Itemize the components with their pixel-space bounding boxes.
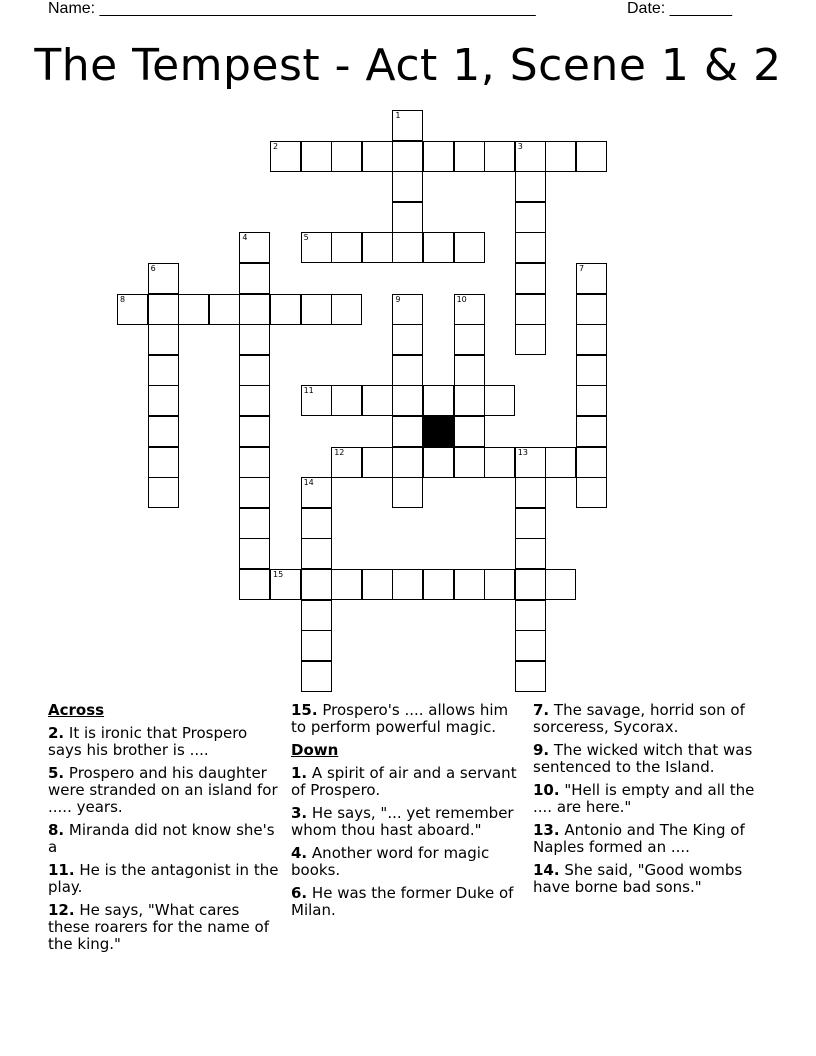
clue-number: 14. bbox=[533, 861, 560, 879]
grid-cell[interactable] bbox=[515, 538, 546, 569]
grid-cell[interactable] bbox=[454, 416, 485, 447]
grid-cell[interactable] bbox=[301, 508, 332, 539]
down-clue-3 bbox=[291, 805, 521, 839]
clue-text: She said, "Good wombs have borne bad sons." bbox=[533, 861, 743, 896]
grid-cell[interactable] bbox=[178, 294, 209, 325]
grid-cell[interactable] bbox=[392, 171, 423, 202]
grid-cell[interactable] bbox=[392, 141, 423, 172]
grid-cell[interactable] bbox=[392, 447, 423, 478]
across-clue-12 bbox=[48, 902, 284, 953]
grid-cell[interactable] bbox=[239, 324, 270, 355]
grid-cell[interactable] bbox=[515, 141, 546, 172]
grid-cell[interactable] bbox=[148, 355, 179, 386]
grid-cell[interactable] bbox=[148, 385, 179, 416]
grid-cell[interactable] bbox=[484, 141, 515, 172]
grid-cell[interactable] bbox=[392, 385, 423, 416]
grid-cell[interactable] bbox=[392, 232, 423, 263]
grid-cell[interactable] bbox=[515, 294, 546, 325]
grid-cell[interactable] bbox=[392, 294, 423, 325]
grid-cell[interactable] bbox=[331, 447, 362, 478]
clue-number: 4. bbox=[291, 844, 308, 862]
grid-cell[interactable] bbox=[239, 538, 270, 569]
grid-cell[interactable] bbox=[362, 232, 393, 263]
down-clue-6 bbox=[291, 885, 521, 919]
grid-cell[interactable] bbox=[484, 385, 515, 416]
clues-column-2 bbox=[291, 702, 521, 925]
grid-cell[interactable] bbox=[148, 477, 179, 508]
grid-cell[interactable] bbox=[301, 661, 332, 692]
grid-cell[interactable] bbox=[515, 447, 546, 478]
grid-cell[interactable] bbox=[270, 294, 301, 325]
clue-text: Antonio and The King of Naples formed an .... bbox=[533, 821, 745, 856]
clue-number: 6. bbox=[291, 884, 308, 902]
cell-number: 12 bbox=[334, 447, 345, 457]
clue-number: 7. bbox=[533, 701, 550, 719]
grid-cell[interactable] bbox=[301, 232, 332, 263]
grid-cell[interactable] bbox=[392, 355, 423, 386]
grid-cell[interactable] bbox=[576, 447, 607, 478]
grid-cell[interactable] bbox=[392, 569, 423, 600]
clue-number: 13. bbox=[533, 821, 560, 839]
clue-text: He says, "What cares these roarers for the name of the king." bbox=[48, 901, 269, 953]
clue-text: The wicked witch that was sentenced to the Island. bbox=[533, 741, 753, 776]
grid-cell[interactable] bbox=[423, 141, 454, 172]
grid-cell[interactable] bbox=[331, 294, 362, 325]
down-clue-13 bbox=[533, 822, 769, 856]
clue-number: 1. bbox=[291, 764, 308, 782]
grid-cell[interactable] bbox=[239, 232, 270, 263]
cell-number: 11 bbox=[303, 386, 314, 396]
clue-number: 10. bbox=[533, 781, 560, 799]
grid-cell[interactable] bbox=[515, 477, 546, 508]
page-title: The Tempest - Act 1, Scene 1 & 2 bbox=[34, 40, 782, 91]
grid-cell[interactable] bbox=[454, 232, 485, 263]
date-line: Date: _______ bbox=[627, 0, 732, 17]
cell-number: 15 bbox=[273, 570, 284, 579]
grid-cell[interactable] bbox=[270, 141, 301, 172]
clue-number: 3. bbox=[291, 804, 308, 822]
grid-cell[interactable] bbox=[148, 263, 179, 294]
clue-text: Prospero and his daughter were stranded on an island for ..... years. bbox=[48, 764, 278, 816]
grid-cell[interactable] bbox=[576, 263, 607, 294]
grid-cell[interactable] bbox=[392, 416, 423, 447]
grid-cell[interactable] bbox=[423, 385, 454, 416]
grid-cell[interactable] bbox=[148, 324, 179, 355]
grid-cell[interactable] bbox=[423, 569, 454, 600]
grid-cell[interactable] bbox=[515, 508, 546, 539]
down-heading: Down bbox=[291, 741, 339, 759]
grid-cell[interactable] bbox=[148, 447, 179, 478]
grid-cell[interactable] bbox=[515, 630, 546, 661]
down-clue-10 bbox=[533, 782, 769, 816]
clue-text: Prospero's .... allows him to perform powerful magic. bbox=[291, 701, 509, 736]
grid-cell[interactable] bbox=[576, 477, 607, 508]
grid-cell[interactable] bbox=[239, 447, 270, 478]
grid-cell[interactable] bbox=[454, 324, 485, 355]
grid-cell[interactable] bbox=[484, 569, 515, 600]
clue-number: 5. bbox=[48, 764, 65, 782]
grid-cell[interactable] bbox=[239, 416, 270, 447]
clue-text: Miranda did not know she's a bbox=[48, 821, 275, 856]
grid-cell[interactable] bbox=[545, 447, 576, 478]
across-clue-15 bbox=[291, 702, 521, 736]
grid-cell[interactable] bbox=[301, 538, 332, 569]
cell-number: 8 bbox=[120, 294, 126, 304]
across-clue-2 bbox=[48, 725, 284, 759]
grid-cell[interactable] bbox=[301, 141, 332, 172]
clue-text: It is ironic that Prospero says his brother is .... bbox=[48, 724, 248, 759]
grid-cell[interactable] bbox=[239, 263, 270, 294]
grid-cell[interactable] bbox=[454, 355, 485, 386]
cell-number: 9 bbox=[395, 294, 401, 304]
grid-cell[interactable] bbox=[515, 661, 546, 692]
down-clue-7 bbox=[533, 702, 769, 736]
down-clue-9 bbox=[533, 742, 769, 776]
grid-cell[interactable] bbox=[515, 263, 546, 294]
grid-cell[interactable] bbox=[148, 416, 179, 447]
grid-cell[interactable] bbox=[392, 110, 423, 141]
grid-cell[interactable] bbox=[362, 385, 393, 416]
grid-cell[interactable] bbox=[301, 385, 332, 416]
clue-number: 11. bbox=[48, 861, 75, 879]
grid-cell[interactable] bbox=[239, 477, 270, 508]
cell-number: 4 bbox=[242, 233, 248, 243]
clue-number: 12. bbox=[48, 901, 75, 919]
grid-cell[interactable] bbox=[362, 447, 393, 478]
cell-number: 14 bbox=[303, 478, 314, 488]
grid-cell[interactable] bbox=[515, 232, 546, 263]
grid-cell[interactable] bbox=[515, 600, 546, 631]
grid-cell[interactable] bbox=[209, 294, 240, 325]
grid-cell[interactable] bbox=[392, 477, 423, 508]
clue-text: The savage, horrid son of sorceress, Sycorax. bbox=[533, 701, 745, 736]
grid-cell[interactable] bbox=[392, 324, 423, 355]
grid-cell[interactable] bbox=[270, 569, 301, 600]
down-clue-4 bbox=[291, 845, 521, 879]
cell-number: 7 bbox=[579, 264, 585, 273]
grid-cell[interactable] bbox=[515, 171, 546, 202]
clue-text: Another word for magic books. bbox=[291, 844, 490, 879]
grid-cell[interactable] bbox=[576, 416, 607, 447]
grid-cell[interactable] bbox=[392, 202, 423, 233]
grid-cell[interactable] bbox=[576, 355, 607, 386]
grid-cell[interactable] bbox=[331, 385, 362, 416]
across-heading: Across bbox=[48, 701, 105, 719]
grid-cell[interactable] bbox=[454, 569, 485, 600]
grid-cell[interactable] bbox=[515, 202, 546, 233]
grid-cell[interactable] bbox=[454, 141, 485, 172]
down-clue-1 bbox=[291, 765, 521, 799]
across-clue-11 bbox=[48, 862, 284, 896]
clues-column-3 bbox=[533, 702, 769, 902]
grid-cell[interactable] bbox=[454, 385, 485, 416]
cell-number: 6 bbox=[150, 264, 156, 273]
grid-cell[interactable] bbox=[331, 569, 362, 600]
grid-cell[interactable] bbox=[301, 600, 332, 631]
name-line: Name: _________________________________________________ bbox=[48, 0, 536, 17]
grid-cell[interactable] bbox=[423, 447, 454, 478]
grid-cell[interactable] bbox=[362, 141, 393, 172]
grid-cell[interactable] bbox=[239, 569, 270, 600]
grid-cell[interactable] bbox=[301, 569, 332, 600]
grid-cell[interactable] bbox=[239, 294, 270, 325]
cell-number: 10 bbox=[456, 294, 467, 304]
grid-cell[interactable] bbox=[576, 294, 607, 325]
grid-cell[interactable] bbox=[148, 294, 179, 325]
grid-cell[interactable] bbox=[576, 141, 607, 172]
grid-cell[interactable] bbox=[515, 569, 546, 600]
grid-cell[interactable] bbox=[301, 294, 332, 325]
grid-cell[interactable] bbox=[545, 569, 576, 600]
clue-text: He was the former Duke of Milan. bbox=[291, 884, 514, 919]
across-clue-5 bbox=[48, 765, 284, 816]
clues-column-1 bbox=[48, 702, 284, 959]
grid-cell[interactable] bbox=[576, 324, 607, 355]
grid-cell[interactable] bbox=[454, 447, 485, 478]
grid-cell[interactable] bbox=[331, 141, 362, 172]
clue-number: 8. bbox=[48, 821, 65, 839]
clue-text: He says, "... yet remember whom thou hast aboard." bbox=[291, 804, 514, 839]
grid-cell[interactable] bbox=[239, 355, 270, 386]
clue-number: 9. bbox=[533, 741, 550, 759]
down-clue-14 bbox=[533, 862, 769, 896]
clue-number: 15. bbox=[291, 701, 318, 719]
grid-cell[interactable] bbox=[545, 141, 576, 172]
grid-cell[interactable] bbox=[301, 630, 332, 661]
grid-cell[interactable] bbox=[117, 294, 148, 325]
cell-number: 13 bbox=[517, 447, 528, 457]
grid-cell[interactable] bbox=[576, 385, 607, 416]
grid-cell[interactable] bbox=[331, 232, 362, 263]
grid-cell[interactable] bbox=[301, 477, 332, 508]
grid-cell[interactable] bbox=[515, 324, 546, 355]
clue-text: "Hell is empty and all the .... are here." bbox=[533, 781, 755, 816]
clue-text: A spirit of air and a servant of Prospero. bbox=[291, 764, 517, 799]
grid-cell[interactable] bbox=[362, 569, 393, 600]
cell-number: 3 bbox=[517, 141, 523, 151]
cell-number: 5 bbox=[303, 233, 309, 243]
across-clue-8 bbox=[48, 822, 284, 856]
clue-text: He is the antagonist in the play. bbox=[48, 861, 279, 896]
cell-number: 2 bbox=[273, 141, 279, 151]
grid-cell[interactable] bbox=[239, 385, 270, 416]
grid-block bbox=[423, 416, 454, 447]
grid-cell[interactable] bbox=[484, 447, 515, 478]
grid-cell[interactable] bbox=[423, 232, 454, 263]
grid-cell[interactable] bbox=[239, 508, 270, 539]
cell-number: 1 bbox=[395, 111, 401, 120]
grid-cell[interactable] bbox=[454, 294, 485, 325]
clue-number: 2. bbox=[48, 724, 65, 742]
